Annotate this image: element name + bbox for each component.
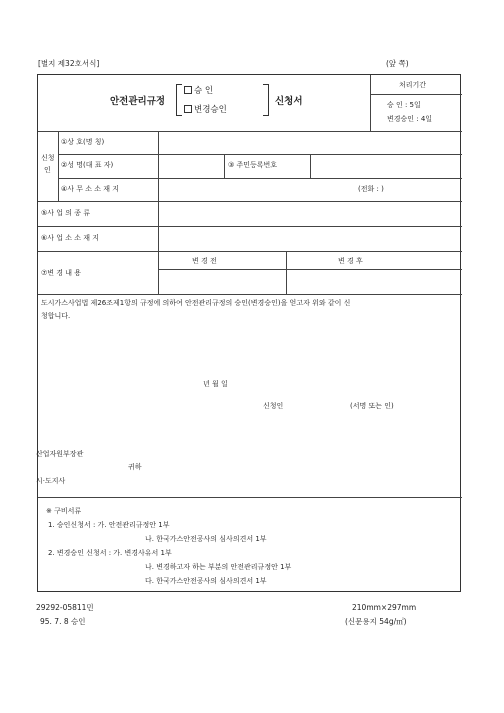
paper-size: 210mm×297mm: [352, 603, 417, 612]
processing-period-label: 처리기간: [399, 81, 427, 89]
title-suffix: 신청서: [275, 96, 303, 107]
required-docs-heading: ※ 구비서류: [46, 507, 82, 515]
representative-label: ②성 명(대 표 자): [61, 161, 114, 169]
before-change-label: 변 경 전: [192, 257, 217, 265]
recipient-governor: 시·도지사: [36, 477, 66, 485]
business-name-label: ①상 호(명 칭): [61, 138, 105, 146]
phone-label: (전화 : ): [358, 185, 384, 193]
business-location-label: ⑥사 업 소 소 재 지: [41, 234, 99, 242]
applicant-signature-label: 신청인: [263, 402, 284, 410]
title-prefix: 안전관리규정: [110, 96, 166, 107]
option-approval: 승 인: [184, 86, 213, 96]
applicant-group-label-2: 인: [44, 166, 51, 174]
statement-line-1: 도시가스사업법 제26조제1항의 규정에 의하여 안전관리규정의 승인(변경승인)을 얻고자 위와 같이 신: [41, 299, 351, 307]
applicant-group-label: 신청: [41, 154, 55, 162]
required-doc-item: 1. 승인신청서 : 가. 안전관리규정안 1부: [48, 521, 170, 529]
application-form: [37, 74, 461, 592]
paper-type: (신문용지 54g/㎡): [345, 617, 407, 626]
application-date: 년 월 일: [203, 380, 228, 388]
required-doc-item: 나. 변경하고자 하는 부분의 안전관리규정안 1부: [145, 563, 292, 571]
recipient-ministry: 산업자원부장관: [36, 450, 84, 458]
form-number: [별지 제32호서식]: [38, 59, 100, 68]
required-doc-item: 2. 변경승인 신청서 : 가. 변경사유서 1부: [48, 549, 172, 557]
change-content-label: ⑦변 경 내 용: [41, 269, 81, 277]
business-type-label: ⑤사 업 의 종 류: [41, 209, 90, 217]
after-change-label: 변 경 후: [338, 257, 363, 265]
checkbox-icon: [184, 86, 192, 94]
form-code: 29292-05811민: [36, 603, 94, 612]
approval-date: 95. 7. 8 승인: [40, 617, 86, 626]
processing-approval: 승 인 : 5일: [387, 101, 421, 109]
honorific: 귀하: [128, 463, 142, 471]
signature-note: (서명 또는 인): [350, 402, 394, 410]
option-change-approval: 변경승인: [184, 105, 227, 115]
required-doc-item: 나. 한국가스안전공사의 심사의견서 1부: [145, 535, 267, 543]
resident-id-label: ③ 주민등록번호: [228, 161, 278, 169]
processing-change: 변경승인 : 4일: [387, 115, 433, 123]
page-side-label: (앞 쪽): [386, 59, 409, 68]
office-address-label: ④사 무 소 소 재 지: [61, 185, 119, 193]
checkbox-icon: [184, 105, 192, 113]
statement-line-2: 청합니다.: [41, 312, 71, 320]
required-doc-item: 다. 한국가스안전공사의 심사의견서 1부: [145, 577, 267, 585]
